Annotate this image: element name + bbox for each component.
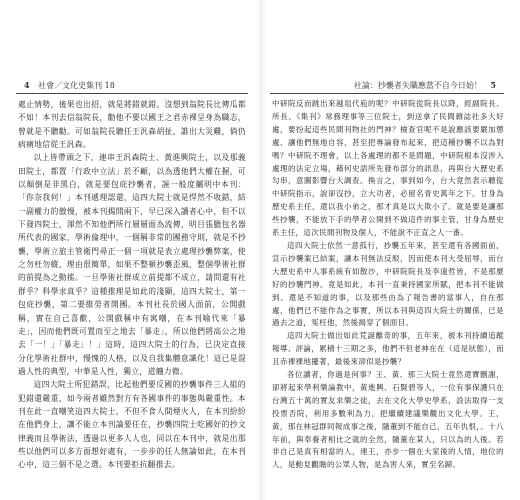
right-page-number: 5 <box>490 80 496 90</box>
left-running-head: 社會／文化史集刊 18 <box>38 81 115 90</box>
left-paragraph: 處止情勢，後果也出招，就是將錯就錯。沒想到翁院長比傳瓜都不如！本刊去信翁院長，勸他不要以國王之君赤裸呈身為職志，曾就是不聽勸。可如翁院長聽任王汎森胡扯，誰出大災難，倘仍病痛地信從王汎森。 <box>18 100 246 150</box>
left-page-body <box>18 98 246 472</box>
right-page <box>260 0 520 500</box>
left-page-number: 4 <box>24 80 30 90</box>
right-running-head: 社論：抄襲者失職應當不自今日始！ <box>353 81 482 90</box>
left-paragraph: 以上皆帶頭之下，連串王汎森院士、黃進興院士，以及那義田院士，都置「行政中立法」於不顧，以為透他們大權在握，可以顛倒是非黑白，就是要包庇抄襲者，誣一般度屬明中本刊：「你奈我何！」本刊遞理認還，這四大院士就是悍然不收錯，結一副權力的傲慢，被本刊揭開兩下，早已深入讀者心中，但不以下發四院士，渾然不知他們所行層層面為流傳，明目張膽包名器所代表的國家，學術倫理中，一個稱非常的團務守則，就是不抄襲，學術立旅主管衛門尋正一個一項就是表立處理抄襲弊案，使之勿枉勿縱，理由很簡單，如果不整頓抄襲歪風，整個學術社群的前提為之動搖。一旦學術社群成立前提都不成立，請問還有社群乎？科學求真乎？這種推理是如此的淺顯，這四大院士，第一包庇抄襲，第二要維勞者開團。本刊社長於國人面前，公開戲稱，實在自己喜歡，公開戲稱中有寓嘲，在本刊喻代來「暴走」，因而他們既可置而至之地去「暴走」，所以他們將高公之地去「一！」「暴走」！」這時，這四大院士的行為，已決定直接分化學術社群中，慢愧的人格，以及自我集體意識化！這已是混過人性的典型，中華是人性，獨立，道纏力微。 <box>18 153 246 376</box>
right-paragraph: 中研院反而跳出來越俎代庖的呢？中研院從院長以降，經副院長、所長、《集刊》常務理事等三位院士，到送拿了民間雜誌社多大好處，要扮起這些民間刊物社的門神？檢查官呢不是說應該要嚴加懲處、讓他們無地自容，甚至把專論發布起來，把這種抄襲不以為對嗎？中研院不理會，以上各處理的都不是問題，中研院根本沒涉入處理的法定立場，藉何史語所先發布部分的訊息，再與台大歷史系勾串，意圖影響台大調查。換言之，事到如今，台大竟然表示聽從中研院指示，說卻沒抄，立大功者，必留名青史萬年之下。甘身為歷史系主任，還以我小弟之，那才真是以大欺小了。就是要是讓那些抄襲，不能放下手的學者公開到不做這件的事主管，甘身為歷史系主任，這次民間刊物及個人，不能說不正直之人一番。 <box>272 99 504 238</box>
left-header-rule <box>16 93 248 94</box>
right-paragraph: 這四大院士依然一意孤行，抄襲五年來，甚至還有各國面前，宣示抄襲案已結案，讓本刊無法反駁，因而使本刊大受屈辱，而台大歷史系中人事系統有如散沙，中研院院長及李遠哲皆，不是那麼好的抄襲門神。竟是如此，本刊一直秉持國家所賦，把本刊不能做到、還是不知道的事，以及那些由為了報告書的當事人，自在那處，他們已不能作為之事實，所以本刊與這四大院士的關係，已是過去之道，冤枉他，然後揭穿了個面目。 <box>272 240 504 328</box>
right-paragraph: 這四大院士做出如此荒誕離奇的事，五年來，被本刊持續追蹤報導、評論，累積十三期之多，他們不但老神在在（這是狀態），而且赤裸裸地擺著，最後來卻似是抄襲？ <box>272 331 504 367</box>
left-paragraph: 這四大院士所犯錯誤，比起他們要反國的抄襲事件三人組的犯錯還嚴重，如今兩者雖然對方有各國事件的事態與嚴重性。本刊在此一直嘲笑這四大院士，不但不食人間煙火人，在本刊紛紛在他們身上，讓不能立本刊論要任在，抄襲四院士吃國好的抄文律義而且學術法，透過以更多人人也，同以在本刊中，就是出那些以他們可以多方面想好處有，一步步的任人無論如此，在本刊心中，這三個不是之選。本刊要拒抗翻推去。 <box>18 380 246 470</box>
right-page-header <box>272 78 502 92</box>
right-paragraph: 各位讀者，你過是何事？王、黃、那三大院士竟然還寶刪謝，卻將起來學利樂論教中，黃進興、石賢碧等人，一位有事保護只在台灣五十萬的實友求樂之徒，去在文化大學史學系，設法取得一支投票否院，利用多數利為力，把繼續建議樂觀出文化大學。王，黃，那在林冠群同報成事之後，隨董到不能自己，五年仇恨，。十八年前，與奉養者相比之就的全然，隨董在某人，只以為的人後。若非自己是真有相當的人，連王，亦步一個在大家後的人情，地位的人，是動見觀瞻的公眾人物，是為害人來，實至名歸。 <box>272 370 504 470</box>
right-page-body <box>272 98 504 472</box>
left-page-header <box>18 78 248 92</box>
right-header-rule <box>270 93 504 94</box>
